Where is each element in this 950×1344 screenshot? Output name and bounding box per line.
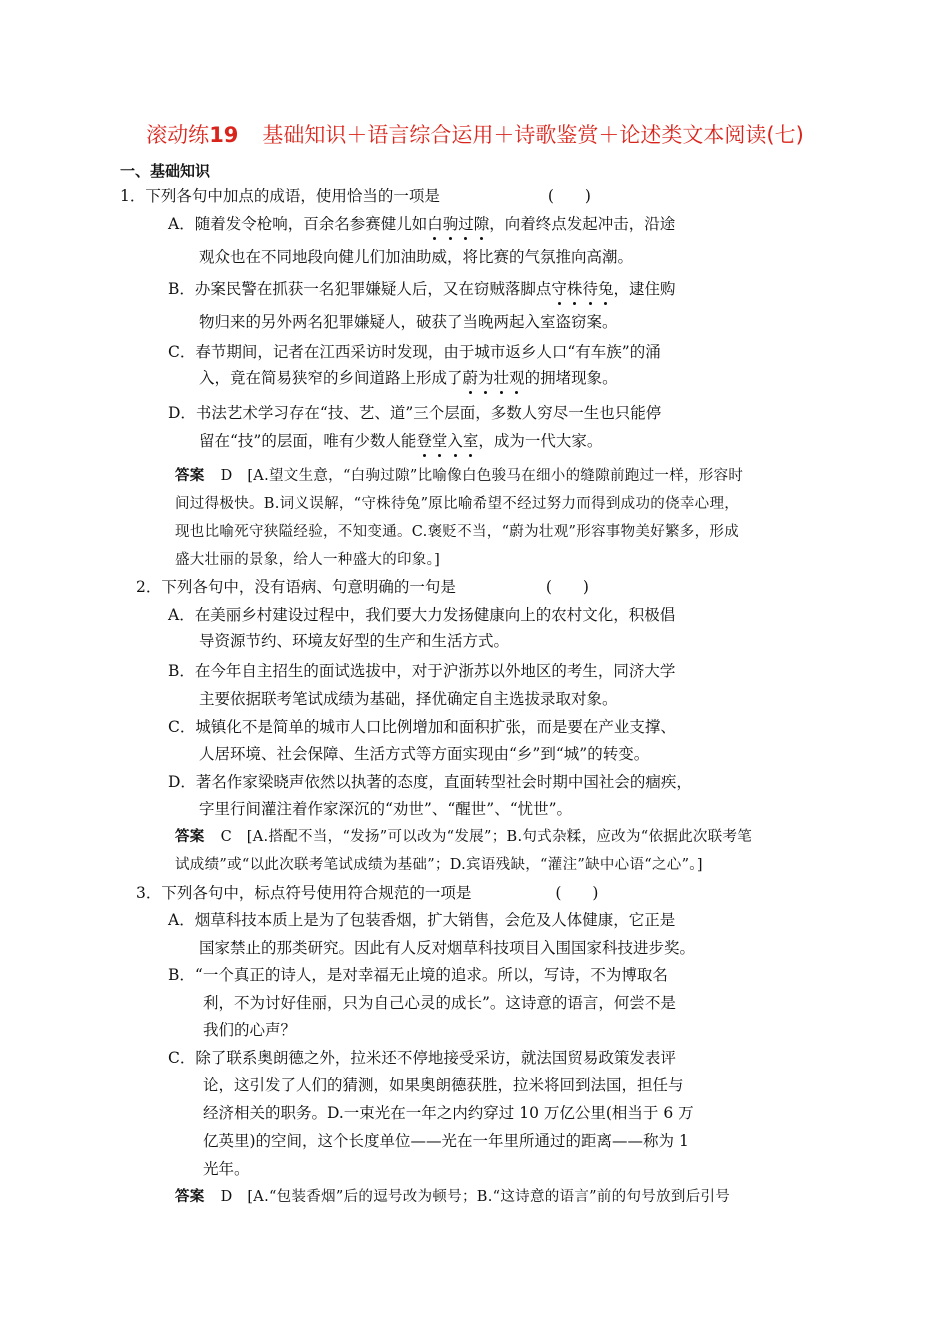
q1-c-post: 的拥堵现象。 [524, 369, 618, 387]
dotted-char: 过 [458, 215, 474, 233]
dotted-char: 堂 [431, 432, 448, 450]
q3-option-c-line3: 经济相关的职务。D.一束光在一年之内约穿过 10 万亿公里(相当于 6 万 [203, 1104, 694, 1122]
q2-stem [136, 575, 589, 599]
q3-option-c-line1: C．除了联系奥朗德之外，拉米还不停地接受采访，就法国贸易政策发表评 [168, 1049, 676, 1067]
q1-b-pre: B．办案民警在抓获一名犯罪嫌疑人后，又在窃贼落脚点 [168, 280, 552, 298]
q3-option-b-line2: 利，不为讨好佳丽，只为自己心灵的成长”。这诗意的语言，何尝不是 [203, 994, 676, 1012]
dotted-char: 兔 [597, 280, 614, 298]
q3-option-b-line3: 我们的心声？ [203, 1021, 297, 1039]
q2-answer-paren: ( ) [545, 578, 589, 596]
q2-answer-text1: C [A.搭配不当，“发扬”可以改为“发展”；B.句式杂糅，应改为“依据此次联考笔 [220, 829, 753, 845]
q3-option-c-line5: 光年。 [203, 1160, 250, 1178]
title-text: 基础知识＋语言综合运用＋诗歌鉴赏＋论述类文本阅读(七) [262, 123, 804, 147]
q1-answer-line1 [175, 462, 743, 490]
dotted-char: 隙 [473, 215, 490, 233]
q1-a-pre: A．随着发令枪响，百余名参赛健儿如 [168, 215, 428, 233]
q3-option-a-line1: A．烟草科技本质上是为了包装香烟，扩大销售，会危及人体健康，它正是 [168, 911, 676, 929]
answer-label: 答案 [175, 1189, 205, 1205]
q2-option-a-line1: A．在美丽乡村建设过程中，我们要大力发扬健康向上的农村文化，积极倡 [168, 606, 676, 624]
q1-option-d-line2 [199, 429, 602, 453]
q3-option-c-line4: 亿英里)的空间，这个长度单位——光在一年里所通过的距离——称为 1 [203, 1132, 689, 1150]
q1-option-c-line2 [199, 366, 618, 390]
dotted-char: 蔚 [462, 369, 479, 387]
q2-answer-line1 [175, 823, 752, 851]
dotted-char: 驹 [442, 215, 459, 233]
q1-d-pre: 留在“技”的层面，唯有少数人能 [199, 432, 417, 450]
q1-a-post: ，向着终点发起冲击，沿途 [489, 215, 676, 233]
q2-answer-line2: 试成绩”或“以此次联考笔试成绩为基础”；D.宾语残缺，“灌注”缺中心语“之心”。] [175, 857, 703, 873]
q3-answer-text1: D [A.“包装香烟”后的逗号改为顿号；B.“这诗意的语言”前的句号放到后引号 [220, 1189, 731, 1205]
dotted-char: 登 [416, 432, 432, 450]
q1-option-b-line1 [168, 277, 675, 301]
q1-answer-line2: 间过得极快。B.词义误解，“守株待兔”原比喻希望不经过努力而得到成功的侥幸心理， [175, 496, 740, 512]
q1-stem-text: 1．下列各句中加点的成语，使用恰当的一项是 [120, 187, 440, 205]
q3-option-a-line2: 国家禁止的那类研究。因此有人反对烟草科技项目入围国家科技进步奖。 [199, 939, 696, 957]
dotted-char: 株 [566, 280, 583, 298]
dotted-char: 为 [478, 369, 494, 387]
q3-stem [136, 881, 598, 905]
dotted-char: 待 [582, 280, 598, 298]
dotted-char: 壮 [493, 369, 510, 387]
answer-label: 答案 [175, 468, 205, 484]
dotted-char: 观 [509, 369, 525, 387]
q2-option-b-line2: 主要依据联考笔试成绩为基础，择优确定自主选拔录取对象。 [199, 690, 618, 708]
q1-option-b-line2: 物归来的另外两名犯罪嫌疑人，破获了当晚两起入室盗窃案。 [199, 313, 618, 331]
q3-answer-line1 [175, 1183, 730, 1211]
q2-stem-text: 2．下列各句中，没有语病、句意明确的一句是 [136, 578, 456, 596]
q3-option-b-line1: B．“一个真正的诗人，是对幸福无止境的追求。所以，写诗，不为博取名 [168, 966, 668, 984]
q1-c-pre: 入，竟在简易狭窄的乡间道路上形成了 [199, 369, 463, 387]
dotted-char: 入 [447, 432, 463, 450]
title-prefix: 滚动练 [146, 123, 210, 147]
q2-option-d-line2: 字里行间灌注着作家深沉的“劝世”、“醒世”、“忧世”。 [199, 800, 573, 818]
q1-option-d-line1: D．书法艺术学习存在“技、艺、道”三个层面，多数人穷尽一生也只能停 [168, 404, 662, 422]
q2-option-c-line2: 人居环境、社会保障、生活方式等方面实现由“乡”到“城”的转变。 [199, 745, 650, 763]
answer-label: 答案 [175, 829, 205, 845]
q2-option-a-line2: 导资源节约、环境友好型的生产和生活方式。 [199, 632, 510, 650]
q3-stem-text: 3．下列各句中，标点符号使用符合规范的一项是 [136, 884, 472, 902]
q2-option-c-line1: C．城镇化不是简单的城市人口比例增加和面积扩张，而是要在产业支撑、 [168, 718, 676, 736]
q1-b-post: ，逮住购 [613, 280, 676, 298]
q1-option-a-line2: 观众也在不同地段向健儿们加油助威，将比赛的气氛推向高潮。 [199, 248, 634, 266]
q2-option-b-line1: B．在今年自主招生的面试选拔中，对于沪浙苏以外地区的考生，同济大学 [168, 662, 676, 680]
section-heading: 一、基础知识 [120, 162, 211, 180]
q1-answer-line3: 现也比喻死守狭隘经验，不知变通。C.褒贬不当，“蔚为壮观”形容事物美好繁多，形成 [175, 524, 740, 540]
dotted-char: 白 [427, 215, 443, 233]
q3-answer-paren: ( ) [555, 884, 599, 902]
q1-option-a-line1 [168, 212, 675, 236]
title-number: 19 [209, 123, 239, 147]
q1-stem [120, 184, 591, 208]
page-title [0, 120, 950, 150]
q1-answer-text1: D [A.望文生意，“白驹过隙”比喻像白色骏马在细小的缝隙前跑过一样，形容时 [220, 468, 744, 484]
q1-d-post: ，成为一代大家。 [478, 432, 603, 450]
q1-answer-paren: ( ) [547, 187, 591, 205]
q2-option-d-line1: D．著名作家梁晓声依然以执著的态度，直面转型社会时期中国社会的痼疾， [168, 773, 692, 791]
q1-answer-line4: 盛大壮丽的景象，给人一种盛大的印象。] [175, 552, 441, 568]
q1-option-c-line1: C．春节期间，记者在江西采访时发现，由于城市返乡人口“有车族”的涌 [168, 343, 661, 361]
q3-option-c-line2: 论，这引发了人们的猜测，如果奥朗德获胜，拉米将回到法国，担任与 [203, 1076, 684, 1094]
dotted-char: 室 [462, 432, 479, 450]
dotted-char: 守 [551, 280, 567, 298]
